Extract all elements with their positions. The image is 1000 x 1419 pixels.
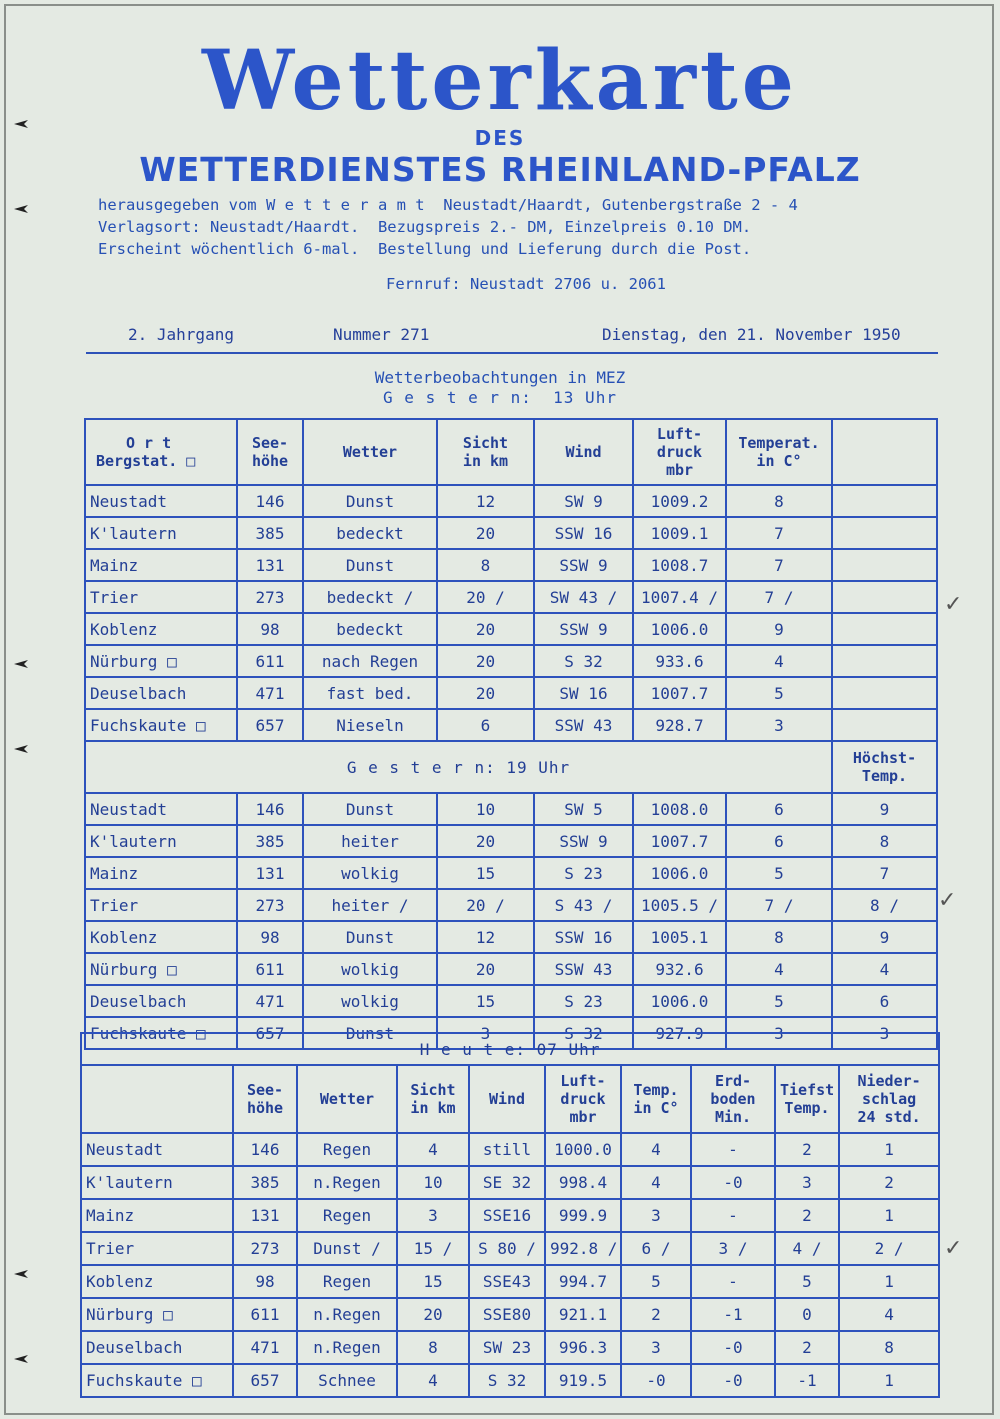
tiefst-cell: 2 [775,1331,839,1364]
masthead-subtitle: WETTERDIENSTES RHEINLAND-PFALZ [139,150,861,189]
header-seehoehe: See- höhe [237,419,303,485]
ort-cell: Deuselbach [81,1331,233,1364]
luftdruck-cell: 999.9 [545,1199,621,1232]
wetter-cell: Schnee [297,1364,397,1397]
temperatur-cell: 7 / [726,581,832,613]
gestern13-caption: G e s t e r n: 13 Uhr [383,388,617,407]
seehoehe-cell: 273 [237,581,303,613]
temp-cell: 3 [621,1331,691,1364]
luftdruck-cell: 994.7 [545,1265,621,1298]
luftdruck-cell: 992.8 / [545,1232,621,1265]
wind-cell: S 23 [534,985,633,1017]
seehoehe-cell: 611 [233,1298,297,1331]
temperatur-cell: 8 [726,921,832,953]
wind-cell: S 32 [534,1017,633,1049]
wind-cell: SSW 9 [534,825,633,857]
ort-cell: Koblenz [85,921,237,953]
ort-cell: Neustadt [81,1133,233,1166]
header-wetter: Wetter [297,1065,397,1133]
table-row [85,581,937,613]
wind-cell: SSW 9 [534,549,633,581]
temperatur-cell: 3 [726,1017,832,1049]
seehoehe-cell: 385 [237,825,303,857]
temperatur-cell: 7 [726,517,832,549]
wetter-cell: Regen [297,1199,397,1232]
ort-cell: Fuchskaute □ [85,1017,237,1049]
check-mark-icon: ✓ [944,592,963,617]
tiefst-cell: 2 [775,1199,839,1232]
ort-cell: Nürburg □ [81,1298,233,1331]
sicht-cell: 12 [437,485,534,517]
table-row [85,613,937,645]
wind-cell: SE 32 [469,1166,545,1199]
temp-cell: 3 [621,1199,691,1232]
header-wind: Wind [469,1065,545,1133]
luftdruck-cell: 921.1 [545,1298,621,1331]
temperatur-cell: 6 [726,825,832,857]
observations-table-heute [80,1032,940,1398]
wetter-cell: bedeckt [303,517,437,549]
header-luftdruck: Luft- druck mbr [633,419,726,485]
sicht-cell: 3 [437,1017,534,1049]
seehoehe-cell: 657 [237,1017,303,1049]
wetter-cell: Dunst / [297,1232,397,1265]
hole-mark-icon [14,1355,28,1363]
empty-cell [832,709,937,741]
header-niederschlag: Nieder- schlag 24 std. [839,1065,939,1133]
wind-cell: still [469,1133,545,1166]
sicht-cell: 12 [437,921,534,953]
ort-cell: Neustadt [85,793,237,825]
table-row [81,1166,939,1199]
observations-caption: Wetterbeobachtungen in MEZ [374,368,626,387]
luftdruck-cell: 928.7 [633,709,726,741]
publisher-line: Verlagsort: Neustadt/Haardt. Bezugspreis 2.- DM, Einzelpreis 0.10 DM. [98,218,752,236]
hole-mark-icon [14,745,28,753]
erdboden-cell: - [691,1133,775,1166]
hoechst-cell: 9 [832,793,937,825]
header-rule [86,352,938,354]
empty-cell [832,677,937,709]
masthead-des: DES [474,126,526,150]
check-mark-icon: ✓ [938,888,957,913]
temperatur-cell: 7 [726,549,832,581]
luftdruck-cell: 919.5 [545,1364,621,1397]
seehoehe-cell: 98 [237,613,303,645]
sicht-cell: 20 [437,677,534,709]
empty-cell [832,485,937,517]
wetter-cell: fast bed. [303,677,437,709]
niederschlag-cell: 2 / [839,1232,939,1265]
erdboden-cell: -0 [691,1166,775,1199]
seehoehe-cell: 131 [233,1199,297,1232]
ort-cell: K'lautern [85,517,237,549]
ort-cell: Deuselbach [85,985,237,1017]
phone-line: Fernruf: Neustadt 2706 u. 2061 [386,275,666,293]
issue-number: Nummer 271 [333,325,430,344]
publisher-line: herausgegeben vom W e t t e r a m t Neustadt/Haardt, Gutenbergstraße 2 - 4 [98,196,798,214]
temperatur-cell: 3 [726,709,832,741]
section-heute07: H e u t e: 07 Uhr [81,1033,939,1065]
ort-cell: Mainz [85,549,237,581]
table-row [85,825,937,857]
temperatur-cell: 8 [726,485,832,517]
ort-cell: Deuselbach [85,677,237,709]
table-row [81,1331,939,1364]
ort-cell: Neustadt [85,485,237,517]
niederschlag-cell: 1 [839,1364,939,1397]
niederschlag-cell: 8 [839,1331,939,1364]
header-temperatur: Temperat. in C° [726,419,832,485]
luftdruck-cell: 996.3 [545,1331,621,1364]
seehoehe-cell: 146 [237,793,303,825]
ort-cell: Koblenz [81,1265,233,1298]
table-row [85,921,937,953]
niederschlag-cell: 2 [839,1166,939,1199]
hoechst-cell: 8 / [832,889,937,921]
header-empty [832,419,937,485]
luftdruck-cell: 1007.4 / [633,581,726,613]
tiefst-cell: 5 [775,1265,839,1298]
tiefst-cell: 4 / [775,1232,839,1265]
sicht-cell: 10 [397,1166,469,1199]
erdboden-cell: -0 [691,1364,775,1397]
wetter-cell: wolkig [303,953,437,985]
wind-cell: SW 23 [469,1331,545,1364]
header-hoechst: Höchst- Temp. [832,741,937,793]
sicht-cell: 20 [437,825,534,857]
table-row [85,517,937,549]
table-row [85,677,937,709]
luftdruck-cell: 1006.0 [633,857,726,889]
temp-cell: -0 [621,1364,691,1397]
ort-cell: Fuchskaute □ [85,709,237,741]
table-row [81,1298,939,1331]
hoechst-cell: 4 [832,953,937,985]
wind-cell: SW 5 [534,793,633,825]
wetter-cell: wolkig [303,985,437,1017]
luftdruck-cell: 1009.1 [633,517,726,549]
sicht-cell: 15 / [397,1232,469,1265]
wetter-cell: Dunst [303,793,437,825]
wetter-cell: heiter [303,825,437,857]
ort-cell: K'lautern [85,825,237,857]
ort-cell: Trier [85,581,237,613]
temp-cell: 4 [621,1133,691,1166]
hole-mark-icon [14,660,28,668]
table-row [85,709,937,741]
wetter-cell: Regen [297,1265,397,1298]
wind-cell: SW 9 [534,485,633,517]
sicht-cell: 3 [397,1199,469,1232]
table-row [81,1265,939,1298]
header-luftdruck: Luft- druck mbr [545,1065,621,1133]
seehoehe-cell: 273 [233,1232,297,1265]
luftdruck-cell: 1008.0 [633,793,726,825]
sicht-cell: 8 [397,1331,469,1364]
wetter-cell: n.Regen [297,1298,397,1331]
seehoehe-cell: 131 [237,857,303,889]
erdboden-cell: - [691,1199,775,1232]
tiefst-cell: 3 [775,1166,839,1199]
seehoehe-cell: 471 [237,677,303,709]
table-row [85,857,937,889]
temp-cell: 5 [621,1265,691,1298]
header-ort-empty [81,1065,233,1133]
hoechst-cell: 3 [832,1017,937,1049]
sicht-cell: 20 / [437,889,534,921]
table-row [85,485,937,517]
tiefst-cell: -1 [775,1364,839,1397]
luftdruck-cell: 1005.1 [633,921,726,953]
wind-cell: SSE43 [469,1265,545,1298]
wetter-cell: heiter / [303,889,437,921]
seehoehe-cell: 273 [237,889,303,921]
sicht-cell: 15 [437,857,534,889]
header-seehoehe: See- höhe [233,1065,297,1133]
table-row [85,953,937,985]
seehoehe-cell: 657 [233,1364,297,1397]
sicht-cell: 20 [437,517,534,549]
temperatur-cell: 4 [726,645,832,677]
sicht-cell: 6 [437,709,534,741]
seehoehe-cell: 611 [237,645,303,677]
erdboden-cell: -1 [691,1298,775,1331]
hoechst-cell: 7 [832,857,937,889]
ort-cell: Nürburg □ [85,645,237,677]
temperatur-cell: 5 [726,985,832,1017]
sicht-cell: 10 [437,793,534,825]
wind-cell: SSE80 [469,1298,545,1331]
wind-cell: S 23 [534,857,633,889]
temp-cell: 4 [621,1166,691,1199]
tiefst-cell: 2 [775,1133,839,1166]
sicht-cell: 4 [397,1133,469,1166]
wind-cell: SW 43 / [534,581,633,613]
luftdruck-cell: 1007.7 [633,825,726,857]
luftdruck-cell: 927.9 [633,1017,726,1049]
header-sicht: Sicht in km [437,419,534,485]
empty-cell [832,549,937,581]
luftdruck-cell: 1006.0 [633,985,726,1017]
empty-cell [832,517,937,549]
sicht-cell: 20 [437,613,534,645]
ort-cell: K'lautern [81,1166,233,1199]
sicht-cell: 4 [397,1364,469,1397]
wind-cell: S 32 [469,1364,545,1397]
wetter-cell: Nieseln [303,709,437,741]
seehoehe-cell: 146 [233,1133,297,1166]
table-row [85,549,937,581]
ort-cell: Nürburg □ [85,953,237,985]
sicht-cell: 8 [437,549,534,581]
tiefst-cell: 0 [775,1298,839,1331]
wind-cell: S 43 / [534,889,633,921]
table-row [81,1232,939,1265]
wind-cell: SSE16 [469,1199,545,1232]
temperatur-cell: 4 [726,953,832,985]
seehoehe-cell: 385 [237,517,303,549]
seehoehe-cell: 657 [237,709,303,741]
temp-cell: 6 / [621,1232,691,1265]
hoechst-cell: 6 [832,985,937,1017]
table-row [81,1199,939,1232]
sicht-cell: 20 [397,1298,469,1331]
header-erdboden: Erd- boden Min. [691,1065,775,1133]
ort-cell: Trier [81,1232,233,1265]
luftdruck-cell: 1005.5 / [633,889,726,921]
sicht-cell: 20 / [437,581,534,613]
luftdruck-cell: 1008.7 [633,549,726,581]
sicht-cell: 20 [437,953,534,985]
niederschlag-cell: 4 [839,1298,939,1331]
seehoehe-cell: 471 [233,1331,297,1364]
seehoehe-cell: 385 [233,1166,297,1199]
empty-cell [832,581,937,613]
check-mark-icon: ✓ [944,1236,963,1261]
wind-cell: S 80 / [469,1232,545,1265]
issue-date: Dienstag, den 21. November 1950 [602,325,901,344]
luftdruck-cell: 1009.2 [633,485,726,517]
wind-cell: SSW 43 [534,953,633,985]
wind-cell: SSW 9 [534,613,633,645]
table-row [81,1133,939,1166]
temperatur-cell: 5 [726,677,832,709]
luftdruck-cell: 1000.0 [545,1133,621,1166]
header-temp: Temp. in C° [621,1065,691,1133]
gestern19-caption: G e s t e r n: 19 Uhr [346,757,571,777]
wetter-cell: wolkig [303,857,437,889]
ort-cell: Trier [85,889,237,921]
hoechst-cell: 9 [832,921,937,953]
ort-cell: Fuchskaute □ [81,1364,233,1397]
wetter-cell: bedeckt [303,613,437,645]
luftdruck-cell: 998.4 [545,1166,621,1199]
niederschlag-cell: 1 [839,1265,939,1298]
seehoehe-cell: 611 [237,953,303,985]
temperatur-cell: 6 [726,793,832,825]
erdboden-cell: - [691,1265,775,1298]
temperatur-cell: 5 [726,857,832,889]
section-gestern19 [85,741,832,793]
sicht-cell: 20 [437,645,534,677]
table-row [85,793,937,825]
temperatur-cell: 7 / [726,889,832,921]
ort-cell: Mainz [85,857,237,889]
ort-cell: Koblenz [85,613,237,645]
sicht-cell: 15 [397,1265,469,1298]
wetter-cell: Dunst [303,1017,437,1049]
seehoehe-cell: 98 [237,921,303,953]
header-wind: Wind [534,419,633,485]
hole-mark-icon [14,1270,28,1278]
header-sicht: Sicht in km [397,1065,469,1133]
temp-cell: 2 [621,1298,691,1331]
table-row [85,889,937,921]
wind-cell: SSW 16 [534,517,633,549]
header-ort: O r t Bergstat. □ [85,419,237,485]
masthead-title: Wetterkarte [202,33,798,129]
wetter-cell: n.Regen [297,1166,397,1199]
seehoehe-cell: 146 [237,485,303,517]
niederschlag-cell: 1 [839,1199,939,1232]
luftdruck-cell: 932.6 [633,953,726,985]
wind-cell: SW 16 [534,677,633,709]
seehoehe-cell: 131 [237,549,303,581]
publisher-line: Erscheint wöchentlich 6-mal. Bestellung und Lieferung durch die Post. [98,240,752,258]
temperatur-cell: 9 [726,613,832,645]
header-wetter: Wetter [303,419,437,485]
luftdruck-cell: 1007.7 [633,677,726,709]
empty-cell [832,613,937,645]
luftdruck-cell: 1006.0 [633,613,726,645]
seehoehe-cell: 98 [233,1265,297,1298]
empty-cell [832,645,937,677]
wetter-cell: nach Regen [303,645,437,677]
seehoehe-cell: 471 [237,985,303,1017]
wind-cell: SSW 16 [534,921,633,953]
wetter-cell: Dunst [303,549,437,581]
hole-mark-icon [14,205,28,213]
table-row [85,985,937,1017]
table-row [81,1364,939,1397]
niederschlag-cell: 1 [839,1133,939,1166]
wetter-cell: Regen [297,1133,397,1166]
wetter-cell: bedeckt / [303,581,437,613]
wind-cell: S 32 [534,645,633,677]
header-tiefst: Tiefst Temp. [775,1065,839,1133]
jahrgang: 2. Jahrgang [128,325,234,344]
observations-table-gestern [84,418,938,1050]
table-row [85,645,937,677]
sicht-cell: 15 [437,985,534,1017]
ort-cell: Mainz [81,1199,233,1232]
wind-cell: SSW 43 [534,709,633,741]
wetter-cell: n.Regen [297,1331,397,1364]
erdboden-cell: -0 [691,1331,775,1364]
luftdruck-cell: 933.6 [633,645,726,677]
hoechst-cell: 8 [832,825,937,857]
wetter-cell: Dunst [303,921,437,953]
erdboden-cell: 3 / [691,1232,775,1265]
wetter-cell: Dunst [303,485,437,517]
